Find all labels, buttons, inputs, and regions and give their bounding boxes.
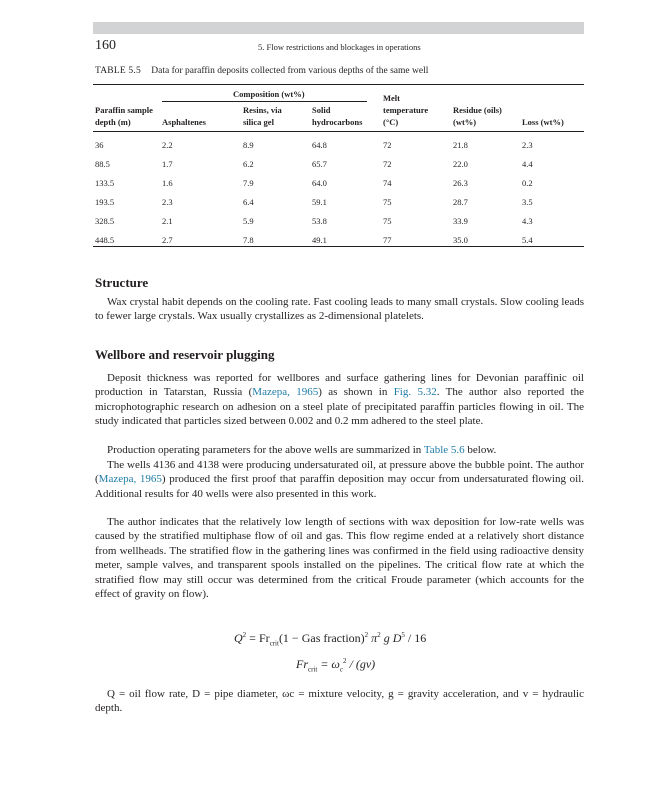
col-header-solid: Solid hydrocarbons [312, 105, 363, 127]
col-header-depth: Paraffin sample depth (m) [95, 105, 153, 127]
cell-solid-hydrocarbons: 53.8 [312, 216, 327, 226]
composition-header: Composition (wt%) [233, 89, 305, 99]
cell-loss: 4.4 [522, 159, 533, 169]
cell-asphaltenes: 2.7 [162, 235, 173, 245]
cell-residue: 33.9 [453, 216, 468, 226]
cell-residue: 35.0 [453, 235, 468, 245]
cell-residue: 22.0 [453, 159, 468, 169]
cell-loss: 3.5 [522, 197, 533, 207]
running-head: 5. Flow restrictions and blockages in operations [258, 42, 421, 52]
composition-rule [162, 101, 367, 102]
cell-loss: 2.3 [522, 140, 533, 150]
cell-residue: 21.8 [453, 140, 468, 150]
cell-asphaltenes: 1.6 [162, 178, 173, 188]
equation-froude: $Fr_{crit} = \omega_c^2 / (gv)$ [296, 657, 376, 674]
cell-loss: 5.4 [522, 235, 533, 245]
wellbore-paragraph-1: Deposit thickness was reported for wellbores and surface gathering lines for Devonian paraffinic oil production in Tatarstan, Russia (Mazepa, 1965) as shown in Fig. 5.32. The author also reported the microphotographic research on adhesion on a steel plate of precipitated paraffin particles flowing in oil. The study indicated that particles sized between 0.002 and 0.2 mm adhered to the steel plate. [95, 372, 584, 428]
cell-resins: 6.4 [243, 197, 254, 207]
table-label: TABLE 5.5 [95, 66, 141, 76]
cell-depth: 193.5 [95, 197, 115, 207]
variable-definitions: Q = oil flow rate, D = pipe diameter, ωc = mixture velocity, g = gravity acceleration, and v = hydraulic depth. [95, 688, 584, 715]
cell-melt-temperature: 75 [383, 197, 392, 207]
cell-resins: 6.2 [243, 159, 254, 169]
wellbore-paragraph-3: The wells 4136 and 4138 were producing undersaturated oil, at pressure above the bubble point. The author (Mazepa, 1965) produced the first proof that paraffin deposition may occur from undersaturated flowing oil. Additional results for 40 wells were also presented in this work. [95, 459, 584, 500]
cell-solid-hydrocarbons: 65.7 [312, 159, 327, 169]
section-title-structure: Structure [95, 275, 149, 290]
cell-resins: 7.8 [243, 235, 254, 245]
cell-loss: 4.3 [522, 216, 533, 226]
cell-solid-hydrocarbons: 64.8 [312, 140, 327, 150]
col-header-asphaltenes: Asphaltenes [162, 117, 206, 127]
cell-depth: 328.5 [95, 216, 115, 226]
citation-link-mazepa[interactable]: Mazepa, 1965 [252, 386, 319, 399]
table-top-rule [93, 84, 584, 85]
structure-paragraph: Wax crystal habit depends on the cooling rate. Fast cooling leads to many small crystals. Slow cooling leads to fewer large crystals. Wax usually crystallizes as 2-dimensional platelets. [95, 296, 584, 323]
cell-resins: 8.9 [243, 140, 254, 150]
cell-resins: 7.9 [243, 178, 254, 188]
cell-melt-temperature: 74 [383, 178, 392, 188]
cell-resins: 5.9 [243, 216, 254, 226]
section-title-wellbore: Wellbore and reservoir plugging [95, 347, 275, 362]
cell-residue: 28.7 [453, 197, 468, 207]
table-bottom-rule [93, 246, 584, 247]
cell-solid-hydrocarbons: 49.1 [312, 235, 327, 245]
table-caption-text: Data for paraffin deposits collected from various depths of the same well [151, 66, 429, 76]
data-table [0, 0, 647, 260]
citation-link-mazepa-2[interactable]: Mazepa, 1965 [98, 473, 162, 486]
col-header-resins: Resins, via silica gel [243, 105, 282, 127]
cell-melt-temperature: 75 [383, 216, 392, 226]
cell-asphaltenes: 2.2 [162, 140, 173, 150]
figure-link-5-32[interactable]: Fig. 5.32 [393, 386, 437, 399]
cell-asphaltenes: 2.1 [162, 216, 173, 226]
equation-critical-flow: $Q^2 = Fr_{crit}(1$ − Gas fraction)$^2$ $\pi^2$ g $D^5 / 16$ [234, 631, 427, 648]
page-number: 160 [95, 38, 116, 53]
wellbore-paragraph-4: The author indicates that the relatively low length of sections with wax deposition for low-rate wells was caused by the stratified multiphase flow of oil and gas. This flow regime ended at a relatively short distance from wellheads. The stratified flow in the gathering lines was confirmed in the field using radioactive density meter, sample valves, and transparent spools installed on the pipelines. The critical flow rate at which the stratified flow may still occur was determined from the critical Froude parameter (which accounts for the effect of gravity on flow). [95, 516, 584, 601]
col-header-residue: Residue (oils) (wt%) [453, 105, 502, 127]
cell-residue: 26.3 [453, 178, 468, 188]
cell-asphaltenes: 1.7 [162, 159, 173, 169]
cell-depth: 88.5 [95, 159, 110, 169]
col-header-loss: Loss (wt%) [522, 117, 564, 127]
table-link-5-6[interactable]: Table 5.6 [423, 444, 465, 456]
cell-melt-temperature: 77 [383, 235, 392, 245]
cell-melt-temperature: 72 [383, 140, 392, 150]
wellbore-paragraph-2: Production operating parameters for the above wells are summarized in Table 5.6 below. [107, 444, 497, 456]
cell-asphaltenes: 2.3 [162, 197, 173, 207]
cell-depth: 448.5 [95, 235, 115, 245]
col-header-melt: Melt temperature (°C) [383, 93, 429, 127]
cell-depth: 133.5 [95, 178, 115, 188]
table-header-rule [93, 131, 584, 132]
cell-depth: 36 [95, 140, 104, 150]
cell-loss: 0.2 [522, 178, 533, 188]
cell-melt-temperature: 72 [383, 159, 392, 169]
cell-solid-hydrocarbons: 64.0 [312, 178, 327, 188]
cell-solid-hydrocarbons: 59.1 [312, 197, 327, 207]
